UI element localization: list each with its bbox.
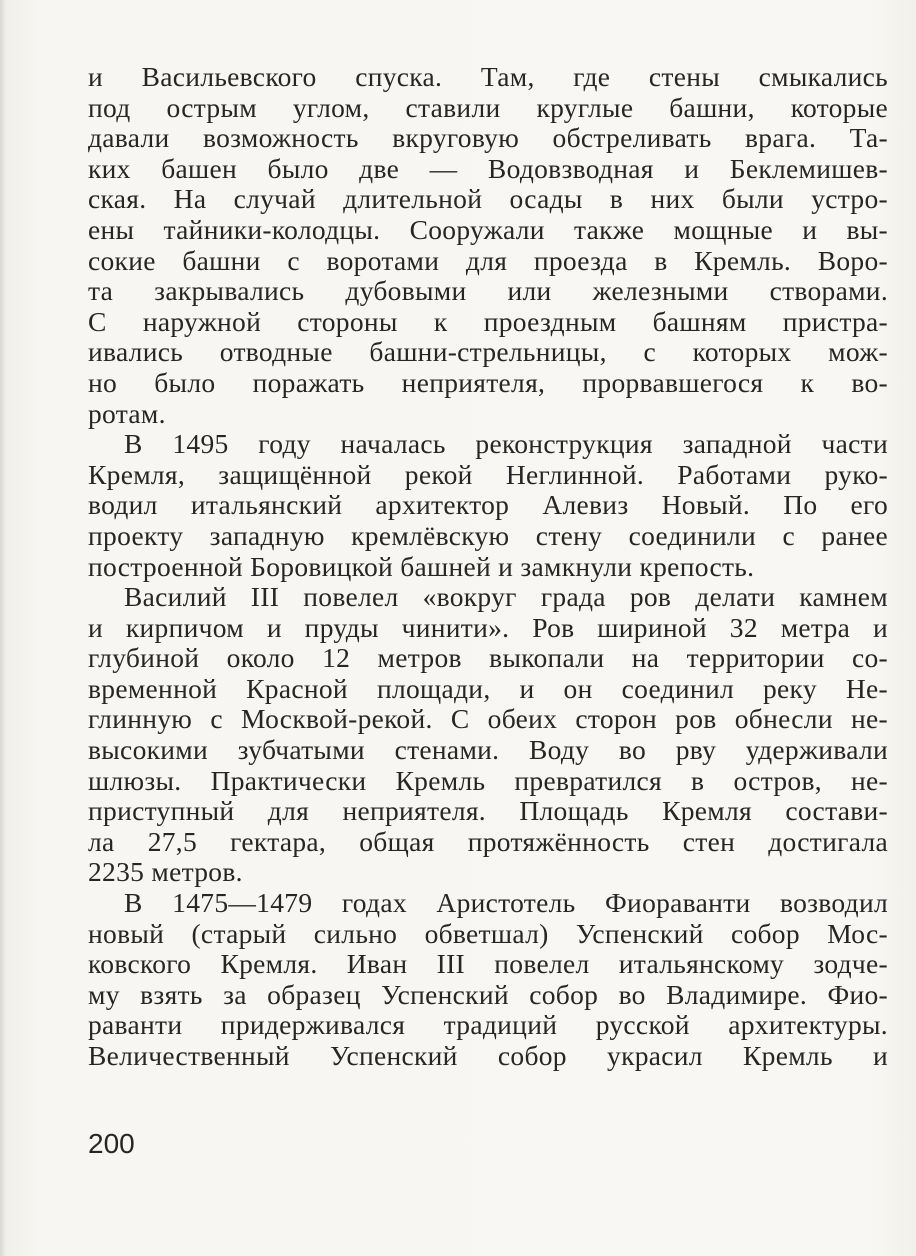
text-line: новый (старый сильно обветшал) Успенский собор Мос- [88, 917, 888, 949]
text-line: ла 27,5 гектара, общая протяжённость стен достигала [88, 825, 888, 857]
text-line: и кирпичом и пруды чинити». Ров шириной 32 метра и [88, 611, 888, 643]
paragraph-1 [88, 62, 888, 429]
text-line: но было поражать неприятеля, прорвавшегося к во- [88, 366, 888, 398]
text-line: высокими зубчатыми стенами. Воду во рву удерживали [88, 734, 888, 766]
text-line: му взять за образец Успенский собор во Владимире. Фио- [88, 978, 888, 1010]
text-line: ивались отводные башни-стрельницы, с которых мож- [88, 336, 888, 368]
text-line: и Васильевского спуска. Там, где стены смыкались [88, 61, 888, 92]
text-line: глубиной около 12 метров выкопали на территории со- [88, 642, 888, 674]
text-line: построенной Боровицкой башней и замкнули крепость. [88, 550, 755, 582]
text-line: 2235 метров. [88, 856, 243, 888]
text-line: сокие башни с воротами для проезда в Кремль. Воро- [88, 244, 888, 276]
text-line: приступный для неприятеля. Площадь Кремля состави- [88, 795, 888, 827]
paragraph-2 [88, 429, 888, 582]
text-line: та закрывались дубовыми или железными створами. [88, 275, 888, 307]
text-line: С наружной стороны к проездным башням пристра- [88, 305, 888, 337]
paragraph-4 [88, 888, 888, 1072]
text-line: ких башен было две — Водовзводная и Беклемишев- [88, 152, 888, 184]
text-line: водил итальянский архитектор Алевиз Новый. По его [88, 489, 888, 521]
text-line: под острым углом, ставили круглые башни, которые [88, 91, 888, 123]
text-line: глинную с Москвой-рекой. С обеих сторон ров обнесли не- [88, 703, 888, 735]
text-line: давали возможность вкруговую обстреливать врага. Та- [88, 122, 888, 154]
paragraph-3 [88, 582, 888, 888]
text-line: шлюзы. Практически Кремль превратился в остров, не- [88, 764, 888, 796]
text-line: ковского Кремля. Иван III повелел итальянскому зодче- [88, 948, 888, 980]
text-line: В 1475—1479 годах Аристотель Фиораванти возводил [124, 887, 888, 919]
page-gutter-shadow [0, 0, 6, 1256]
text-line: ротам. [88, 397, 166, 429]
text-line: проекту западную кремлёвскую стену соединили с ранее [88, 519, 888, 551]
page-number: 200 [88, 1128, 135, 1159]
text-line: ская. На случай длительной осады в них были устро- [88, 183, 888, 215]
text-line: ены тайники-колодцы. Сооружали также мощные и вы- [88, 213, 888, 245]
text-line: временной Красной площади, и он соединил реку Не- [88, 672, 888, 704]
text-line: В 1495 году началась реконструкция западной части [124, 428, 888, 460]
text-line: Кремля, защищённой рекой Неглинной. Работами руко- [88, 458, 888, 490]
text-line: Величественный Успенский собор украсил Кремль и [88, 1040, 888, 1071]
text-line: Василий III повелел «вокруг града ров делати камнем [124, 581, 888, 613]
text-line: раванти придерживался традиций русской архитектуры. [88, 1009, 888, 1041]
body-text [88, 62, 888, 1072]
